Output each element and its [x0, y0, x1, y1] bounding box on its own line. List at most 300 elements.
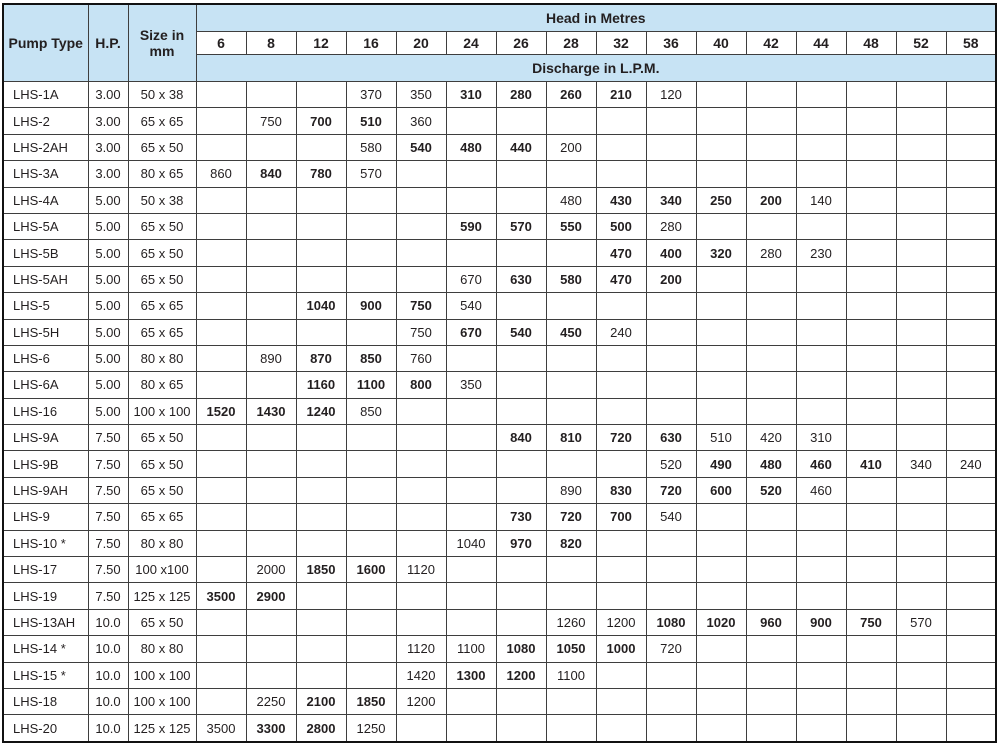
discharge-cell: 800: [396, 372, 446, 398]
table-header: [3, 4, 996, 82]
discharge-cell: [546, 240, 596, 266]
size-cell: 80 x 65: [128, 161, 196, 187]
discharge-cell: [896, 108, 946, 134]
discharge-cell: [796, 662, 846, 688]
discharge-cell: [496, 557, 546, 583]
discharge-cell: 570: [346, 161, 396, 187]
discharge-cell: [746, 504, 796, 530]
discharge-cell: [446, 398, 496, 424]
discharge-cell: [596, 662, 646, 688]
pump-type-cell: LHS-9B: [3, 451, 88, 477]
discharge-cell: 1100: [446, 636, 496, 662]
discharge-cell: [196, 662, 246, 688]
discharge-cell: [596, 161, 646, 187]
discharge-cell: 890: [546, 477, 596, 503]
discharge-cell: [346, 187, 396, 213]
discharge-cell: [796, 266, 846, 292]
pump-type-cell: LHS-9A: [3, 425, 88, 451]
discharge-cell: 2000: [246, 557, 296, 583]
discharge-cell: [496, 187, 546, 213]
discharge-cell: [746, 557, 796, 583]
size-cell: 65 x 50: [128, 425, 196, 451]
discharge-cell: [946, 425, 996, 451]
table-row: [3, 504, 996, 530]
discharge-cell: 340: [646, 187, 696, 213]
table-row: [3, 715, 996, 742]
discharge-cell: [946, 530, 996, 556]
discharge-cell: [946, 609, 996, 635]
discharge-cell: 850: [346, 398, 396, 424]
discharge-cell: [696, 266, 746, 292]
discharge-cell: [546, 715, 596, 742]
discharge-cell: [846, 293, 896, 319]
discharge-cell: [196, 688, 246, 714]
discharge-cell: [746, 345, 796, 371]
discharge-cell: [896, 688, 946, 714]
discharge-cell: [796, 293, 846, 319]
discharge-cell: 3500: [196, 583, 246, 609]
table-row: [3, 451, 996, 477]
discharge-cell: [446, 345, 496, 371]
discharge-cell: [196, 345, 246, 371]
discharge-cell: [896, 372, 946, 398]
discharge-cell: [546, 451, 596, 477]
discharge-cell: 1850: [346, 688, 396, 714]
discharge-cell: [346, 240, 396, 266]
discharge-cell: 370: [346, 82, 396, 108]
discharge-cell: [696, 557, 746, 583]
pump-type-cell: LHS-13AH: [3, 609, 88, 635]
discharge-cell: 120: [646, 82, 696, 108]
discharge-cell: 320: [696, 240, 746, 266]
discharge-cell: [896, 398, 946, 424]
discharge-cell: [846, 636, 896, 662]
discharge-cell: [696, 688, 746, 714]
hp-cell: 10.0: [88, 609, 128, 635]
table-row: [3, 134, 996, 160]
discharge-cell: 440: [496, 134, 546, 160]
discharge-cell: [746, 266, 796, 292]
head-metres-40: 40: [696, 32, 746, 55]
discharge-cell: 1100: [346, 372, 396, 398]
hp-cell: 7.50: [88, 583, 128, 609]
discharge-cell: [896, 293, 946, 319]
discharge-cell: 1200: [496, 662, 546, 688]
discharge-cell: [396, 530, 446, 556]
discharge-cell: 480: [546, 187, 596, 213]
pump-type-cell: LHS-1A: [3, 82, 88, 108]
discharge-cell: 720: [646, 636, 696, 662]
discharge-cell: [746, 213, 796, 239]
hp-cell: 7.50: [88, 557, 128, 583]
discharge-cell: [796, 715, 846, 742]
discharge-cell: [346, 319, 396, 345]
size-cell: 125 x 125: [128, 583, 196, 609]
discharge-cell: [646, 530, 696, 556]
discharge-cell: 580: [346, 134, 396, 160]
discharge-cell: 240: [946, 451, 996, 477]
discharge-cell: [496, 583, 546, 609]
discharge-cell: [296, 187, 346, 213]
discharge-cell: [796, 688, 846, 714]
discharge-cell: 590: [446, 213, 496, 239]
discharge-cell: [196, 477, 246, 503]
discharge-cell: [496, 688, 546, 714]
discharge-cell: 360: [396, 108, 446, 134]
discharge-cell: 350: [446, 372, 496, 398]
discharge-cell: [696, 134, 746, 160]
discharge-cell: [596, 530, 646, 556]
size-cell: 100 x 100: [128, 398, 196, 424]
discharge-cell: [246, 662, 296, 688]
discharge-cell: [446, 425, 496, 451]
discharge-cell: [946, 161, 996, 187]
discharge-cell: [746, 688, 796, 714]
discharge-cell: 250: [696, 187, 746, 213]
discharge-cell: [796, 345, 846, 371]
discharge-cell: 3500: [196, 715, 246, 742]
discharge-cell: 2250: [246, 688, 296, 714]
discharge-cell: 760: [396, 345, 446, 371]
discharge-cell: [946, 504, 996, 530]
hp-cell: 5.00: [88, 266, 128, 292]
discharge-cell: 870: [296, 345, 346, 371]
discharge-cell: 1420: [396, 662, 446, 688]
discharge-cell: 260: [546, 82, 596, 108]
discharge-cell: [246, 187, 296, 213]
discharge-cell: [346, 504, 396, 530]
discharge-cell: [796, 161, 846, 187]
discharge-cell: 630: [496, 266, 546, 292]
discharge-cell: [846, 583, 896, 609]
discharge-cell: [496, 451, 546, 477]
pump-type-cell: LHS-14 *: [3, 636, 88, 662]
discharge-cell: [696, 293, 746, 319]
discharge-cell: [196, 425, 246, 451]
discharge-cell: [446, 715, 496, 742]
discharge-cell: [346, 530, 396, 556]
discharge-cell: [596, 688, 646, 714]
table-row: [3, 398, 996, 424]
discharge-cell: [946, 240, 996, 266]
discharge-cell: 1050: [546, 636, 596, 662]
discharge-cell: 1260: [546, 609, 596, 635]
discharge-cell: [296, 451, 346, 477]
discharge-cell: 3300: [246, 715, 296, 742]
discharge-cell: [846, 425, 896, 451]
discharge-cell: [746, 82, 796, 108]
discharge-cell: [646, 108, 696, 134]
discharge-cell: [746, 583, 796, 609]
discharge-cell: [346, 583, 396, 609]
discharge-cell: [596, 583, 646, 609]
size-cell: 80 x 80: [128, 636, 196, 662]
discharge-cell: [196, 319, 246, 345]
discharge-cell: 540: [396, 134, 446, 160]
table-row: [3, 161, 996, 187]
discharge-cell: 520: [746, 477, 796, 503]
discharge-cell: [696, 715, 746, 742]
pump-type-cell: LHS-5B: [3, 240, 88, 266]
hp-cell: 10.0: [88, 688, 128, 714]
discharge-cell: [946, 293, 996, 319]
discharge-cell: [696, 398, 746, 424]
discharge-cell: 600: [696, 477, 746, 503]
discharge-cell: [896, 583, 946, 609]
discharge-cell: 1160: [296, 372, 346, 398]
discharge-cell: 900: [346, 293, 396, 319]
size-cell: 80 x 80: [128, 530, 196, 556]
discharge-cell: [446, 108, 496, 134]
discharge-cell: 840: [246, 161, 296, 187]
pump-type-cell: LHS-16: [3, 398, 88, 424]
discharge-cell: [696, 108, 746, 134]
discharge-cell: [196, 504, 246, 530]
head-metres-16: 16: [346, 32, 396, 55]
discharge-cell: [846, 161, 896, 187]
discharge-cell: 470: [596, 266, 646, 292]
size-cell: 65 x 65: [128, 108, 196, 134]
discharge-cell: [796, 583, 846, 609]
head-metres-24: 24: [446, 32, 496, 55]
discharge-cell: [196, 293, 246, 319]
discharge-cell: 460: [796, 477, 846, 503]
discharge-cell: [396, 504, 446, 530]
size-cell: 100 x 100: [128, 662, 196, 688]
discharge-cell: [246, 530, 296, 556]
discharge-cell: [496, 240, 546, 266]
discharge-cell: 540: [496, 319, 546, 345]
discharge-cell: [696, 213, 746, 239]
discharge-cell: 350: [396, 82, 446, 108]
discharge-cell: 200: [746, 187, 796, 213]
discharge-cell: [396, 451, 446, 477]
discharge-cell: [346, 477, 396, 503]
discharge-cell: 700: [596, 504, 646, 530]
discharge-cell: [746, 662, 796, 688]
discharge-cell: 750: [396, 319, 446, 345]
col-header-pump-type: Pump Type: [3, 4, 88, 82]
discharge-cell: [296, 213, 346, 239]
pump-type-cell: LHS-10 *: [3, 530, 88, 556]
discharge-cell: [746, 319, 796, 345]
table-row: [3, 557, 996, 583]
discharge-cell: [246, 293, 296, 319]
discharge-cell: [896, 345, 946, 371]
discharge-cell: 1430: [246, 398, 296, 424]
discharge-cell: 480: [746, 451, 796, 477]
size-cell: 65 x 50: [128, 266, 196, 292]
hp-cell: 5.00: [88, 345, 128, 371]
discharge-cell: [496, 372, 546, 398]
discharge-cell: [896, 715, 946, 742]
discharge-cell: 750: [246, 108, 296, 134]
discharge-cell: [246, 609, 296, 635]
discharge-cell: [296, 636, 346, 662]
discharge-cell: 1080: [646, 609, 696, 635]
discharge-cell: [646, 583, 696, 609]
discharge-cell: 700: [296, 108, 346, 134]
discharge-cell: 400: [646, 240, 696, 266]
discharge-cell: [746, 293, 796, 319]
discharge-cell: 520: [646, 451, 696, 477]
discharge-cell: [696, 319, 746, 345]
discharge-cell: [396, 609, 446, 635]
discharge-cell: [696, 161, 746, 187]
pump-type-cell: LHS-18: [3, 688, 88, 714]
head-metres-42: 42: [746, 32, 796, 55]
discharge-cell: [446, 504, 496, 530]
discharge-cell: [196, 557, 246, 583]
pump-type-cell: LHS-4A: [3, 187, 88, 213]
discharge-cell: 1240: [296, 398, 346, 424]
table-row: [3, 609, 996, 635]
discharge-cell: [646, 398, 696, 424]
discharge-cell: [446, 240, 496, 266]
head-metres-32: 32: [596, 32, 646, 55]
discharge-cell: [546, 688, 596, 714]
discharge-cell: 630: [646, 425, 696, 451]
header-band-top: [3, 4, 996, 32]
discharge-cell: 450: [546, 319, 596, 345]
discharge-cell: 540: [646, 504, 696, 530]
pump-type-cell: LHS-5AH: [3, 266, 88, 292]
discharge-cell: [196, 108, 246, 134]
discharge-cell: [246, 477, 296, 503]
discharge-cell: [646, 372, 696, 398]
discharge-cell: 2900: [246, 583, 296, 609]
discharge-cell: [296, 82, 346, 108]
discharge-cell: 900: [796, 609, 846, 635]
discharge-cell: [546, 161, 596, 187]
discharge-cell: [846, 82, 896, 108]
discharge-cell: 340: [896, 451, 946, 477]
hp-cell: 10.0: [88, 662, 128, 688]
size-cell: 65 x 65: [128, 319, 196, 345]
discharge-cell: [396, 161, 446, 187]
discharge-label: Discharge in L.P.M.: [196, 55, 996, 82]
discharge-cell: 310: [796, 425, 846, 451]
discharge-cell: [746, 161, 796, 187]
size-cell: 65 x 50: [128, 609, 196, 635]
discharge-cell: [946, 477, 996, 503]
discharge-cell: [896, 662, 946, 688]
discharge-cell: [846, 688, 896, 714]
discharge-cell: 1080: [496, 636, 546, 662]
discharge-cell: [446, 557, 496, 583]
discharge-cell: [246, 266, 296, 292]
discharge-cell: [546, 583, 596, 609]
discharge-cell: [696, 662, 746, 688]
table-row: [3, 530, 996, 556]
size-cell: 65 x 65: [128, 504, 196, 530]
hp-cell: 7.50: [88, 425, 128, 451]
discharge-cell: 780: [296, 161, 346, 187]
discharge-cell: [746, 108, 796, 134]
discharge-cell: [196, 240, 246, 266]
discharge-cell: [296, 477, 346, 503]
discharge-cell: 960: [746, 609, 796, 635]
discharge-cell: [946, 636, 996, 662]
head-metres-26: 26: [496, 32, 546, 55]
discharge-cell: [296, 504, 346, 530]
discharge-cell: [746, 715, 796, 742]
pump-type-cell: LHS-9: [3, 504, 88, 530]
discharge-cell: 580: [546, 266, 596, 292]
discharge-cell: 850: [346, 345, 396, 371]
discharge-cell: [946, 266, 996, 292]
pump-type-cell: LHS-2: [3, 108, 88, 134]
discharge-cell: 830: [596, 477, 646, 503]
discharge-cell: [846, 187, 896, 213]
discharge-cell: [196, 187, 246, 213]
discharge-cell: 1020: [696, 609, 746, 635]
discharge-cell: [246, 425, 296, 451]
discharge-cell: [846, 372, 896, 398]
discharge-cell: 280: [496, 82, 546, 108]
discharge-cell: [946, 134, 996, 160]
discharge-cell: 210: [596, 82, 646, 108]
table-row: [3, 319, 996, 345]
discharge-cell: [496, 477, 546, 503]
discharge-cell: 1040: [446, 530, 496, 556]
discharge-cell: 1200: [396, 688, 446, 714]
discharge-cell: [546, 372, 596, 398]
discharge-cell: [796, 530, 846, 556]
hp-cell: 5.00: [88, 187, 128, 213]
discharge-cell: [846, 345, 896, 371]
discharge-cell: [546, 398, 596, 424]
discharge-cell: [496, 161, 546, 187]
discharge-cell: [946, 557, 996, 583]
size-cell: 80 x 65: [128, 372, 196, 398]
table-row: [3, 213, 996, 239]
discharge-cell: [296, 266, 346, 292]
discharge-cell: [646, 662, 696, 688]
discharge-cell: [396, 187, 446, 213]
hp-cell: 7.50: [88, 504, 128, 530]
discharge-cell: [696, 504, 746, 530]
discharge-cell: [796, 557, 846, 583]
discharge-cell: [446, 477, 496, 503]
table-row: [3, 425, 996, 451]
discharge-cell: 570: [496, 213, 546, 239]
discharge-cell: [846, 530, 896, 556]
discharge-cell: [546, 108, 596, 134]
discharge-cell: [196, 82, 246, 108]
pump-type-cell: LHS-17: [3, 557, 88, 583]
discharge-cell: 720: [596, 425, 646, 451]
discharge-cell: 670: [446, 319, 496, 345]
discharge-cell: [646, 715, 696, 742]
discharge-cell: [296, 530, 346, 556]
discharge-cell: [496, 398, 546, 424]
discharge-cell: [796, 134, 846, 160]
discharge-cell: [246, 451, 296, 477]
pump-type-cell: LHS-5H: [3, 319, 88, 345]
discharge-cell: [296, 609, 346, 635]
discharge-cell: [896, 161, 946, 187]
discharge-cell: [546, 557, 596, 583]
discharge-cell: [896, 187, 946, 213]
hp-cell: 5.00: [88, 293, 128, 319]
pump-type-cell: LHS-6A: [3, 372, 88, 398]
discharge-cell: 510: [696, 425, 746, 451]
discharge-cell: [446, 609, 496, 635]
discharge-cell: [196, 636, 246, 662]
discharge-cell: [696, 530, 746, 556]
discharge-cell: [946, 345, 996, 371]
